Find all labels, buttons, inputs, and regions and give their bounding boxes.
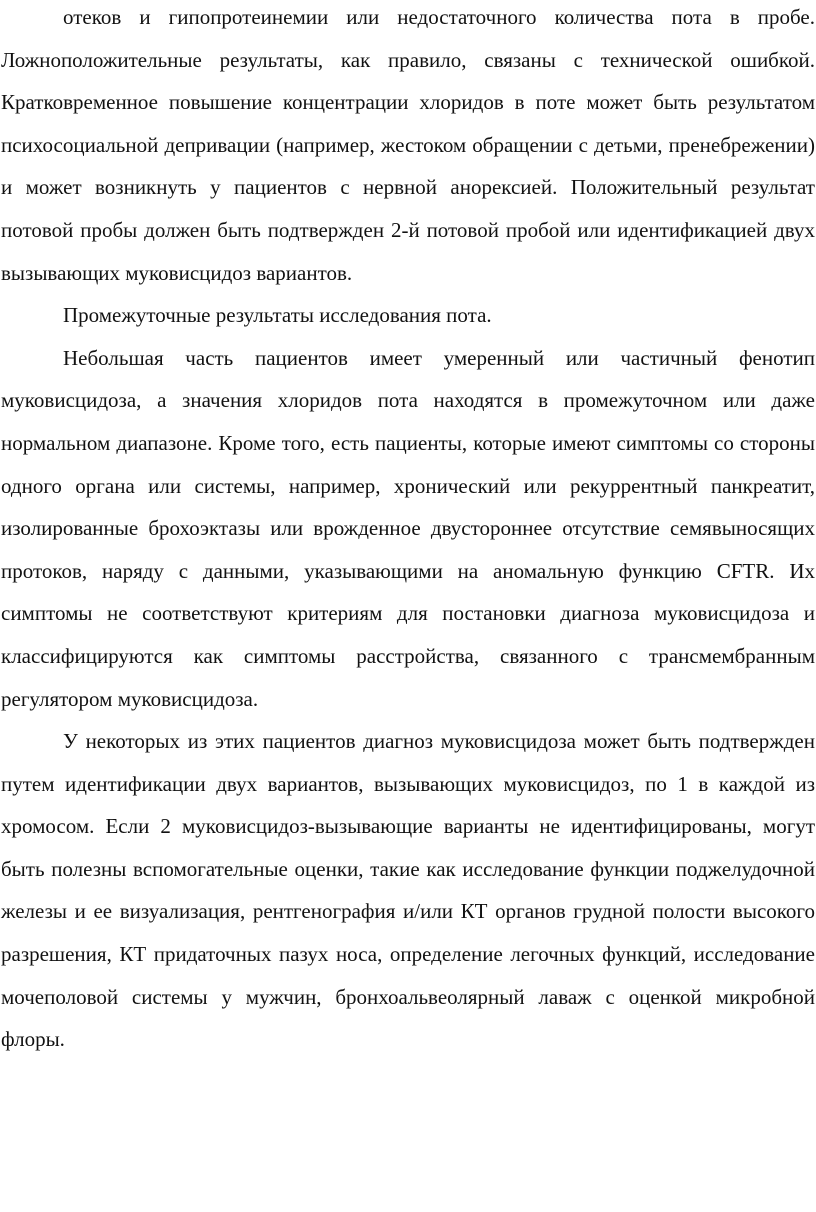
paragraph-diagnosis-confirmation: У некоторых из этих пациентов диагноз муковисцидоза может быть подтвержден путем идентификации двух вариантов, вызывающих муковисцидоз, по 1 в каждой из хромосом. Если 2 муковисцидоз-вызывающие варианты не идентифицированы, могут быть полезны вспомогательные оценки, такие как исследование функции поджелудочной железы и ее визуализация, рентгенография и/или КТ органов грудной полости высокого разрешения, КТ придаточных пазух носа, определение легочных функций, исследование мочеполовой системы у мужчин, бронхоальвеолярный лаваж с оценкой микробной флоры.	[1, 729, 815, 1052]
paragraph-partial-phenotype: Небольшая часть пациентов имеет умеренный или частичный фенотип муковисцидоза, а значения хлоридов пота находятся в промежуточном или даже нормальном диапазоне. Кроме того, есть пациенты, которые имеют симптомы со стороны одного органа или системы, например, хронический или рекуррентный панкреатит, изолированные брохоэктазы или врожденное двустороннее отсутствие семявыносящих протоков, наряду с данными, указывающими на аномальную функцию CFTR. Их симптомы не соответствуют критериям для постановки диагноза муковисцидоза и классифицируются как симптомы расстройства, связанного с трансмембранным регулятором муковисцидоза.	[1, 345, 815, 711]
paragraph-continuation: отеков и гипопротеинемии или недостаточного количества пота в пробе. Ложноположительные результаты, как правило, связаны с технической ошибкой. Кратковременное повышение концентрации хлоридов в поте может быть результатом психосоциальной депривации (например, жестоком обращении с детьми, пренебрежении) и может возникнуть у пациентов с нервной анорексией. Положительный результат потовой пробы должен быть подтвержден 2-й потовой пробой или идентификацией двух вызывающих муковисцидоз вариантов.	[1, 5, 815, 285]
paragraph-heading-intermediate-results: Промежуточные результаты исследования пота.	[63, 303, 492, 328]
